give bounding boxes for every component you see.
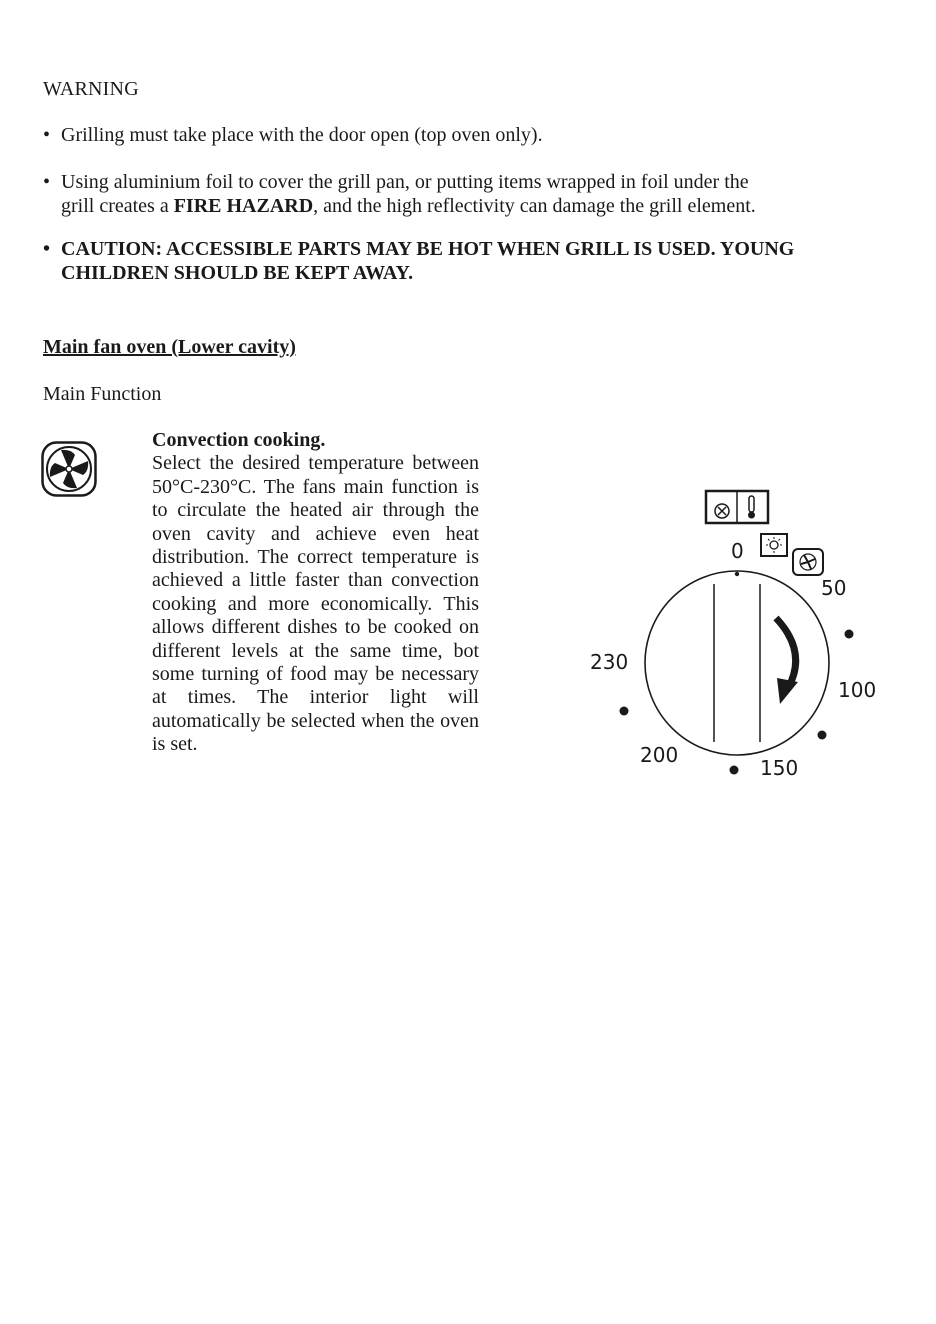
- dial-label-100: 100: [838, 678, 877, 702]
- fan-thermometer-icon: [706, 491, 768, 523]
- fan-icon: [793, 549, 823, 575]
- function-body: Select the desired temperature between 50°C-230°C. The fans main function is to circulate the heated air through the oven cavity and achieve even heat distribution. The correct temperature is achieved a little faster than convection cooking and more economically. This allows different dishes to be cooked on different levels at the same time, bot some turning of food may be necessary at times. The interior light will automatically be selected when the oven is set.: [152, 452, 479, 756]
- fan-icon: [41, 441, 97, 497]
- warning-bullet-caution: • CAUTION: ACCESSIBLE PARTS MAY BE HOT WHEN GRILL IS USED. YOUNG CHILDREN SHOULD BE KEPT AWAY.: [43, 238, 795, 284]
- dial-label-off: 0: [731, 539, 744, 563]
- dial-label-200: 200: [640, 743, 679, 767]
- dial-label-50: 50: [821, 576, 847, 600]
- dial-label-230: 230: [590, 650, 629, 674]
- function-description: [152, 429, 479, 757]
- light-icon: [761, 534, 787, 556]
- section-subtitle: Main Function: [43, 383, 162, 405]
- warning-bullet-door-open: • Grilling must take place with the door open (top oven only).: [43, 124, 543, 146]
- section-title: Main fan oven (Lower cavity): [43, 336, 296, 358]
- warning-bullet-foil: • Using aluminium foil to cover the grill pan, or putting items wrapped in foil under the grill creates a FIRE HAZARD, and the high reflectivity can damage the grill element.: [43, 171, 756, 217]
- warning-heading: WARNING: [43, 78, 139, 100]
- function-title: Convection cooking.: [152, 429, 326, 451]
- oven-control-dial[interactable]: [580, 480, 900, 800]
- dial-label-150: 150: [760, 756, 799, 780]
